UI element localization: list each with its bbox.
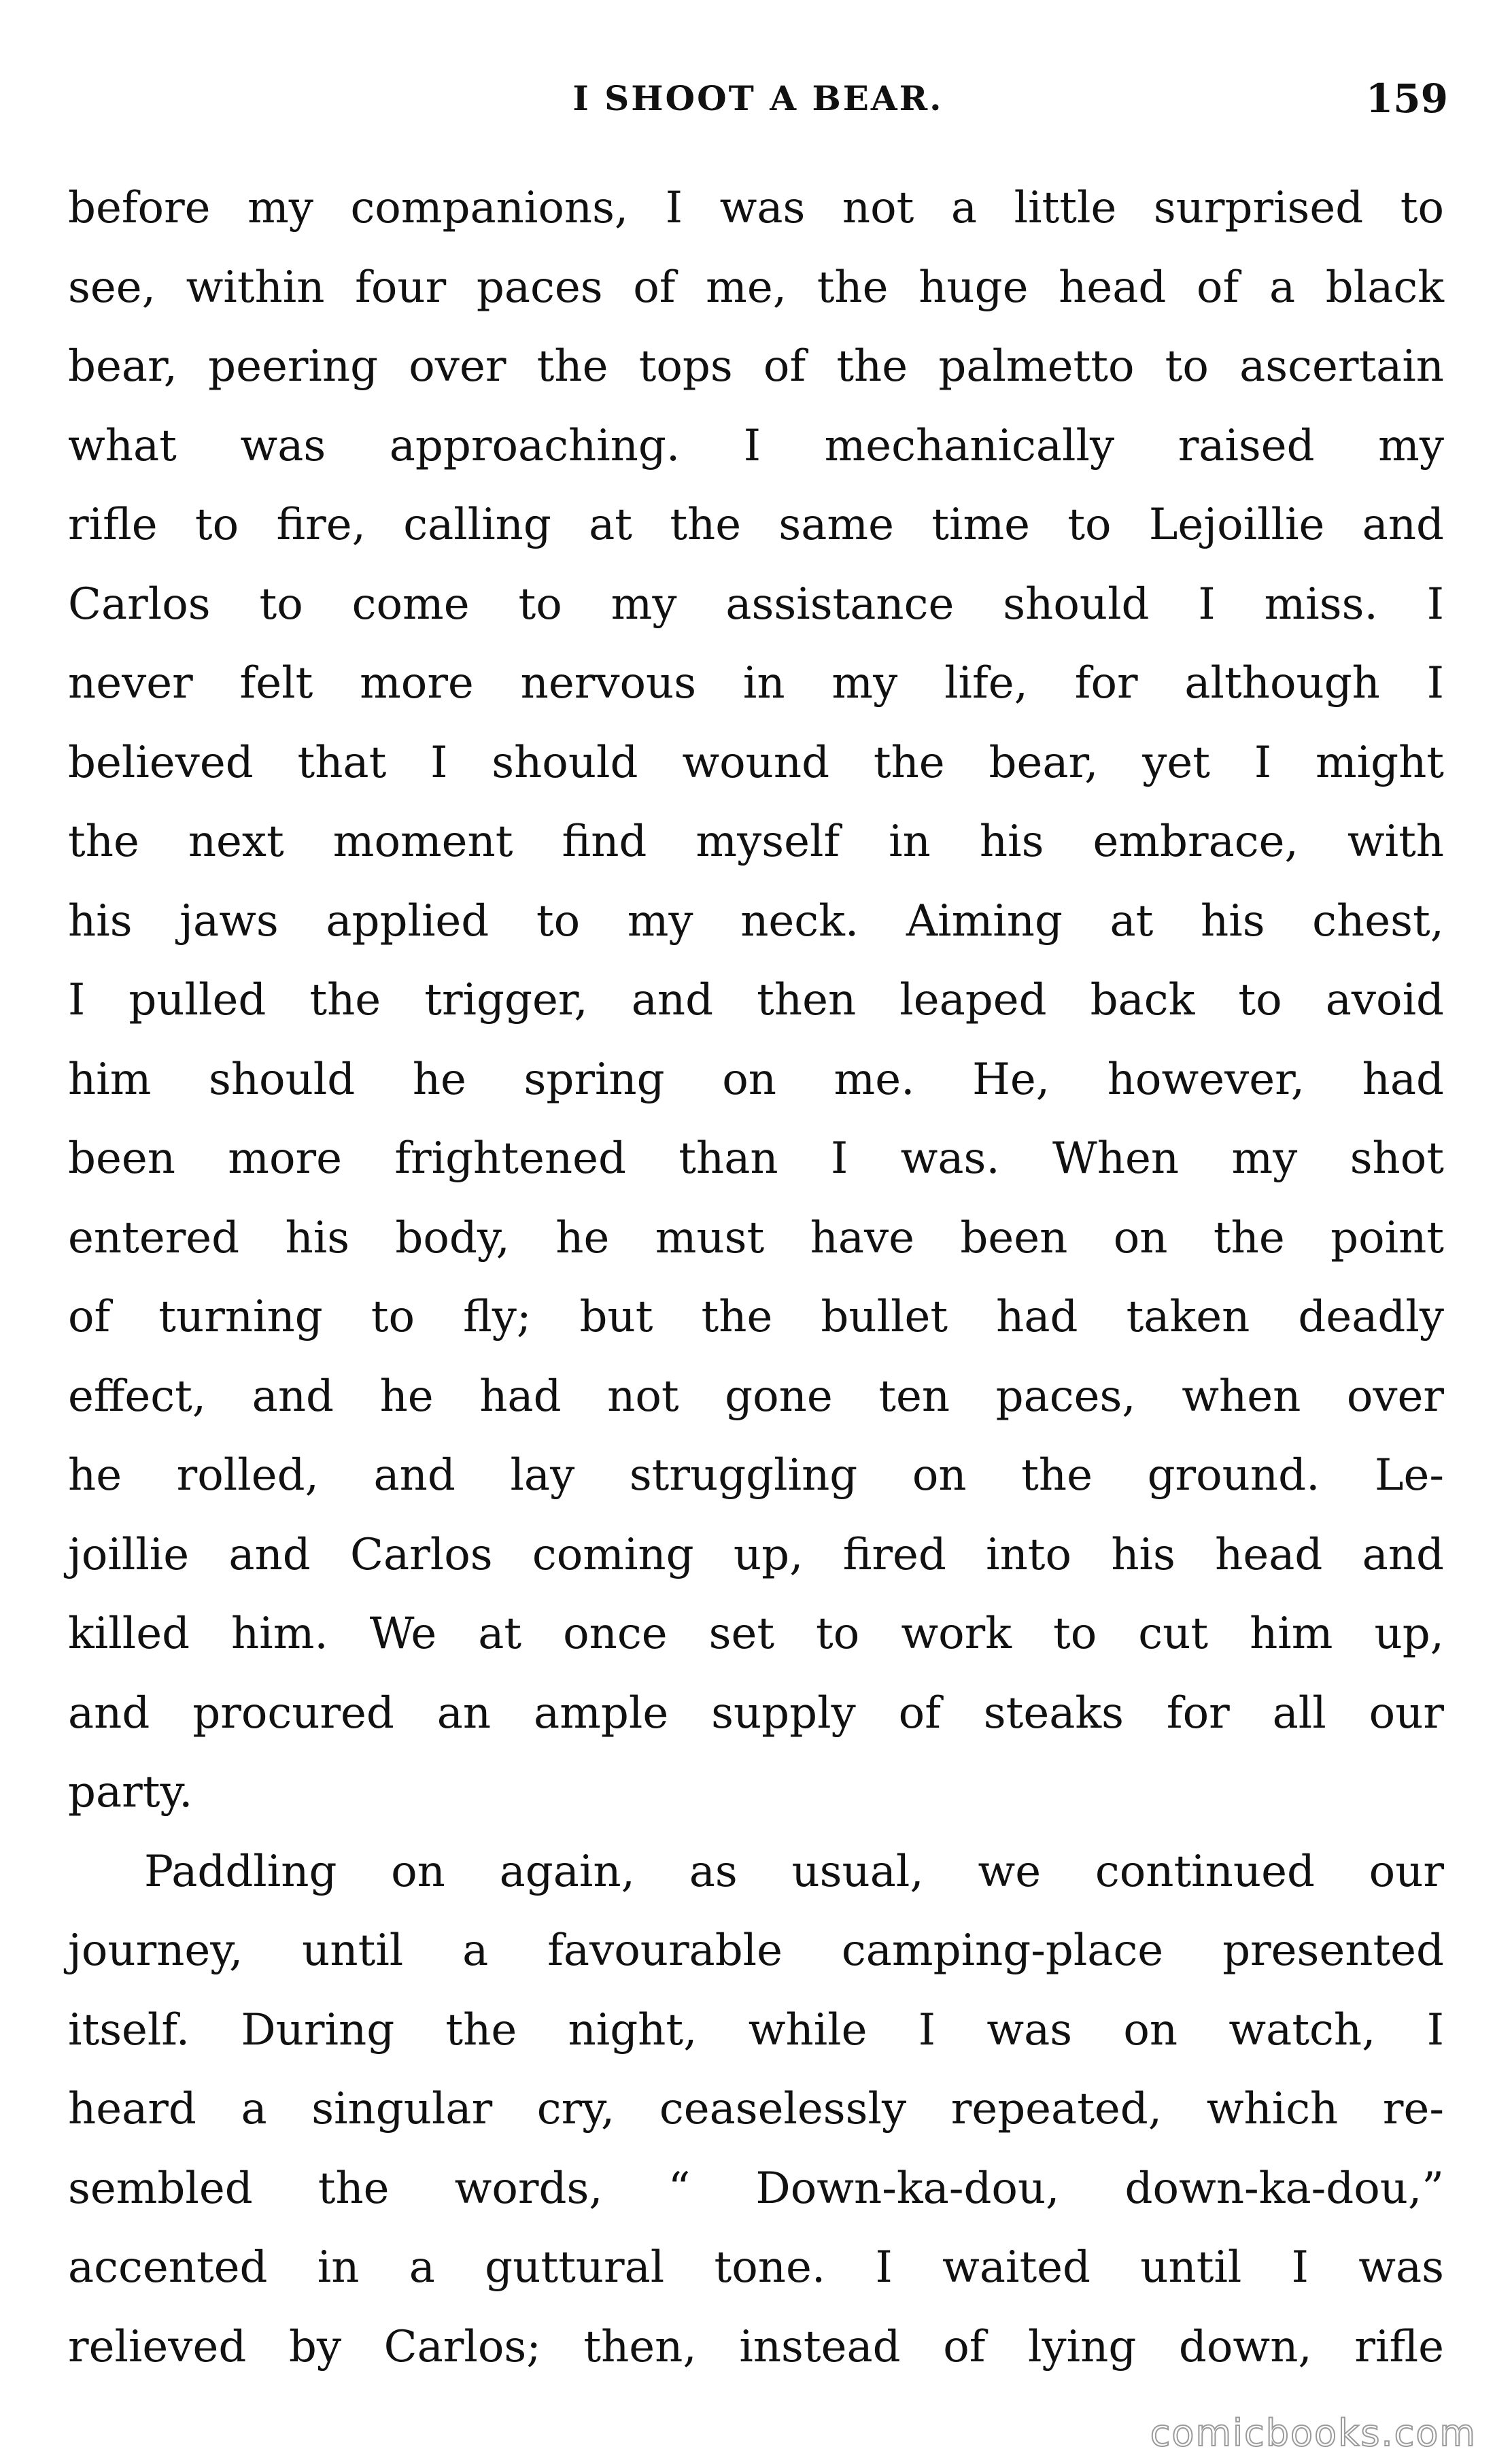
text-line: bear, peering over the tops of the palmetto to ascertain — [68, 341, 1444, 392]
text-line: the next moment find myself in his embrace, with — [68, 817, 1444, 867]
text-line: believed that I should wound the bear, yet I might — [68, 737, 1444, 788]
watermark-text: comicbooks.com — [1150, 2412, 1477, 2454]
text-line: he rolled, and lay struggling on the ground. Le- — [68, 1450, 1444, 1501]
text-line: before my companions, I was not a little surprised to — [68, 183, 1444, 233]
text-line: been more frightened than I was. When my shot — [68, 1133, 1444, 1184]
text-line: him should he spring on me. He, however, had — [68, 1054, 1444, 1105]
running-title: I SHOOT A BEAR. — [572, 78, 944, 118]
text-line: sembled the words, “ Down-ka-dou, down-ka-dou,” — [68, 2163, 1444, 2214]
text-line: I pulled the trigger, and then leaped back to avoid — [68, 975, 1444, 1025]
text-line: Paddling on again, as usual, we continued our — [144, 1846, 1444, 1897]
text-line: party. — [68, 1767, 193, 1817]
body-text — [68, 169, 1444, 2386]
text-line: heard a singular cry, ceaselessly repeated, which re- — [68, 2084, 1444, 2134]
paragraph-1 — [68, 169, 1444, 1832]
paragraph-2 — [68, 1832, 1444, 2387]
running-head — [68, 68, 1448, 129]
text-line: entered his body, he must have been on the point — [68, 1212, 1444, 1263]
page-number: 159 — [1365, 75, 1448, 122]
text-line: rifle to fire, calling at the same time to Lejoillie and — [68, 500, 1444, 550]
text-line: and procured an ample supply of steaks for all our — [68, 1688, 1444, 1739]
text-line: of turning to fly; but the bullet had taken deadly — [68, 1292, 1444, 1342]
text-line: his jaws applied to my neck. Aiming at his chest, — [68, 895, 1444, 946]
text-line: what was approaching. I mechanically raised my — [68, 420, 1444, 471]
text-line: effect, and he had not gone ten paces, when over — [68, 1371, 1444, 1422]
text-line: Carlos to come to my assistance should I miss. I — [68, 579, 1444, 630]
text-line: see, within four paces of me, the huge head of a black — [68, 262, 1444, 313]
text-line: itself. During the night, while I was on watch, I — [68, 2004, 1444, 2055]
text-line: never felt more nervous in my life, for although I — [68, 658, 1444, 708]
text-line: accented in a guttural tone. I waited until I was — [68, 2242, 1444, 2293]
text-line: journey, until a favourable camping-place presented — [68, 1926, 1444, 1976]
text-line: relieved by Carlos; then, instead of lying down, rifle — [68, 2321, 1444, 2372]
text-line: joillie and Carlos coming up, fired into his head and — [68, 1529, 1444, 1580]
text-line: killed him. We at once set to work to cut him up, — [68, 1609, 1444, 1659]
